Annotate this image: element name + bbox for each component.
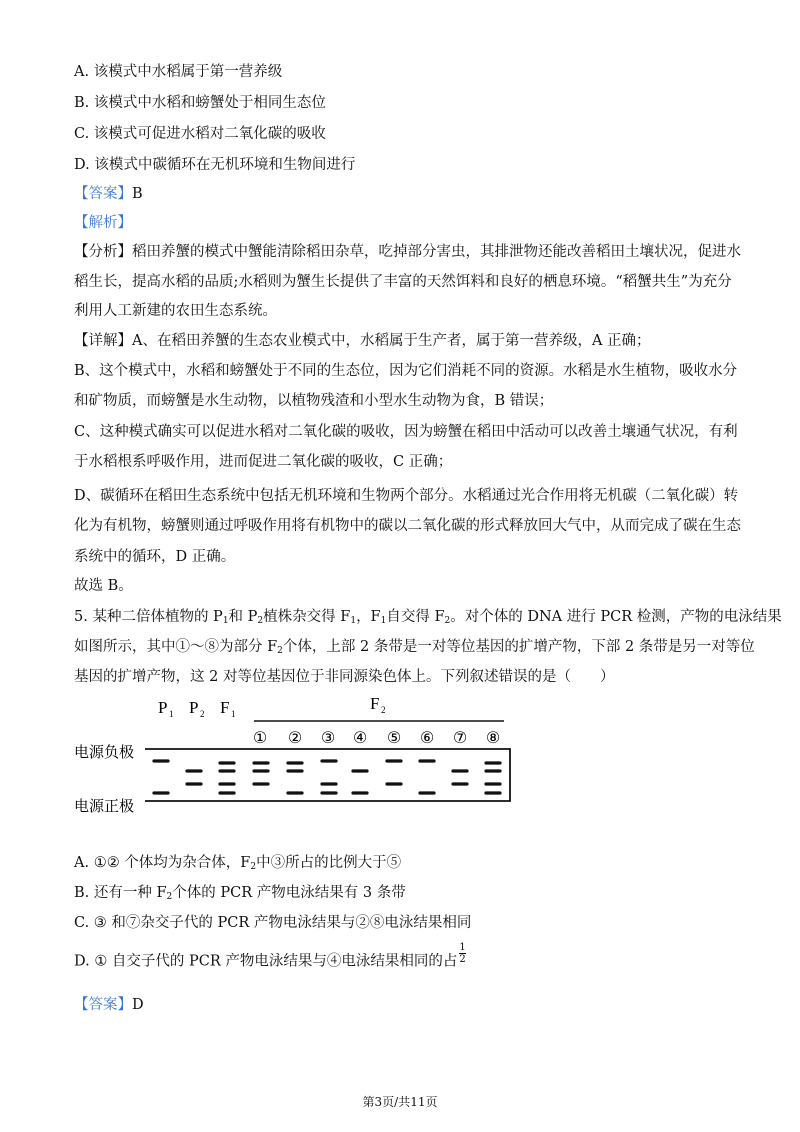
- xiangjie-line-5: 于水稻根系呼吸作用，进而促进二氧化碳的吸收，C 正确；: [74, 454, 453, 470]
- answer-tag: 【答案】: [74, 186, 132, 202]
- lane-sub-f1: 1: [231, 709, 236, 719]
- subscript: 2: [257, 616, 264, 626]
- f2-lane-numbers: [253, 728, 500, 747]
- lane-number-3: ③: [320, 728, 336, 747]
- stem-text: 。对个体的 DNA 进行 PCR 检测，产物的电泳结果: [450, 609, 782, 625]
- fraction-denominator: 2: [459, 954, 466, 965]
- answer-value: D: [132, 997, 144, 1013]
- positive-pole-label: 电源正极: [74, 797, 135, 815]
- q5-option-a: [74, 853, 736, 877]
- fenxi-text: 稻田养蟹的模式中蟹能清除稻田杂草，吃掉部分害虫，其排泄物还能改善稻田土壤状况，促进水: [132, 244, 741, 260]
- xiangjie-line-3: 和矿物质，而螃蟹是水生动物，以植物残渣和小型水生动物为食，B 错误；: [74, 393, 554, 409]
- fraction: [459, 942, 465, 965]
- stem-text: 和 P: [228, 609, 258, 625]
- option-text: A. ①② 个体均为杂合体，F: [74, 855, 251, 871]
- q4-analysis-tag: [74, 213, 736, 233]
- subscript: 2: [166, 892, 173, 902]
- option-text: B. 还有一种 F: [74, 885, 167, 901]
- gel-bands: [154, 761, 500, 793]
- lane-sub-p1: 1: [169, 709, 174, 719]
- subscript: 2: [277, 646, 283, 656]
- q5-option-c: C. ③ 和⑦杂交子代的 PCR 产物电泳结果与②⑧电泳结果相同: [74, 915, 472, 931]
- subscript: 1: [380, 616, 387, 626]
- lane-number-2: ②: [287, 728, 303, 747]
- lane-label-p1: P: [158, 698, 168, 717]
- xiangjie-line-2: B、这个模式中，水稻和螃蟹处于不同的生态位，因为它们消耗不同的资源。水稻是水生植物，吸收水分: [74, 363, 738, 379]
- lane-number-8: ⑧: [485, 728, 501, 747]
- xiangjie-line-4: C、这种模式确实可以促进水稻对二氧化碳的吸收，因为螃蟹在稻田中活动可以改善土壤通气状况，有利: [74, 424, 738, 440]
- answer-tag: 【答案】: [74, 997, 132, 1013]
- fraction-numerator: 1: [459, 942, 466, 953]
- stem-text: 个体，上部 2 条带是一对等位基因的扩增产物，下部 2 条带是另一对等位: [282, 639, 755, 655]
- subscript: 1: [350, 616, 357, 626]
- stem-text: 植株杂交得 F: [263, 609, 351, 625]
- xiangjie-tag: 【详解】: [74, 333, 132, 349]
- q4-option-c: C. 该模式可促进水稻对二氧化碳的吸收: [74, 126, 326, 142]
- stem-text: 5. 某种二倍体植物的 P: [74, 609, 223, 625]
- subscript: 2: [250, 862, 257, 872]
- q5-answer: [74, 995, 736, 1015]
- q5-option-d: [74, 942, 736, 973]
- lane-label-p2: P: [189, 698, 199, 717]
- q5-stem-line-3: 基因的扩增产物，这 2 对等位基因位于非同源染色体上。下列叙述错误的是（ ）: [74, 669, 615, 685]
- fenxi-line-2: 稻生长，提高水稻的品质;水稻则为蟹生长提供了丰富的天然饵料和良好的栖息环境。“稻蟹共生”为充分: [74, 274, 732, 290]
- stem-text: 如图所示，其中①～⑧为部分 F: [74, 639, 278, 655]
- negative-pole-label: 电源负极: [74, 743, 135, 761]
- lane-sub-p2: 2: [200, 709, 205, 719]
- lane-number-4: ④: [352, 728, 368, 747]
- option-text: 中③所占的比例大于⑤: [256, 855, 402, 871]
- xiangjie-line-8: 系统中的循环，D 正确。: [74, 549, 236, 565]
- q4-option-d: D. 该模式中碳循环在无机环境和生物间进行: [74, 157, 356, 173]
- page-footer: 第3页/共11页: [362, 1095, 438, 1109]
- gel-svg: [74, 695, 524, 825]
- q4-answer: [74, 184, 736, 204]
- xiangjie-line-1: [74, 331, 736, 351]
- option-text: 个体的 PCR 产物电泳结果有 3 条带: [172, 885, 406, 901]
- lane-number-6: ⑥: [419, 728, 435, 747]
- subscript: 2: [444, 616, 451, 626]
- q5-stem-line-2: [74, 637, 755, 661]
- f2-sub: 2: [381, 705, 386, 715]
- q5-option-b: [74, 883, 736, 907]
- xiangjie-text: A、在稻田养蟹的生态农业模式中，水稻属于生产者，属于第一营养级，A 正确；: [132, 333, 651, 349]
- xiangjie-conclusion: 故选 B。: [74, 578, 133, 594]
- option-text: D. ① 自交子代的 PCR 产物电泳结果与④电泳结果相同的占: [74, 953, 458, 970]
- q4-option-a: A. 该模式中水稻属于第一营养级: [74, 64, 283, 80]
- xiangjie-line-7: 化为有机物，螃蟹则通过呼吸作用将有机物中的碳以二氧化碳的形式释放回大气中，从而完成了碳在生态: [74, 518, 741, 534]
- fenxi-line-1: [74, 242, 741, 262]
- lane-number-1: ①: [252, 728, 268, 747]
- stem-text: ，F: [356, 609, 381, 625]
- lane-number-5: ⑤: [386, 728, 402, 747]
- q4-option-b: B. 该模式中水稻和螃蟹处于相同生态位: [74, 95, 326, 111]
- answer-value: B: [132, 186, 143, 202]
- lane-label-f1: F: [220, 698, 230, 717]
- fenxi-line-3: 利用人工新建的农田生态系统。: [74, 303, 277, 319]
- lane-number-7: ⑦: [452, 728, 468, 747]
- electrophoresis-figure: [74, 695, 524, 825]
- analysis-tag: 【解析】: [74, 215, 132, 231]
- stem-text: 自交得 F: [386, 609, 445, 625]
- xiangjie-line-6: D、碳循环在稻田生态系统中包括无机环境和生物两个部分。水稻通过光合作用将无机碳（二氧化碳）转: [74, 488, 739, 504]
- subscript: 1: [222, 616, 229, 626]
- q5-stem-line-1: [74, 607, 782, 631]
- fenxi-tag: 【分析】: [74, 244, 132, 260]
- f2-label: F: [370, 695, 380, 713]
